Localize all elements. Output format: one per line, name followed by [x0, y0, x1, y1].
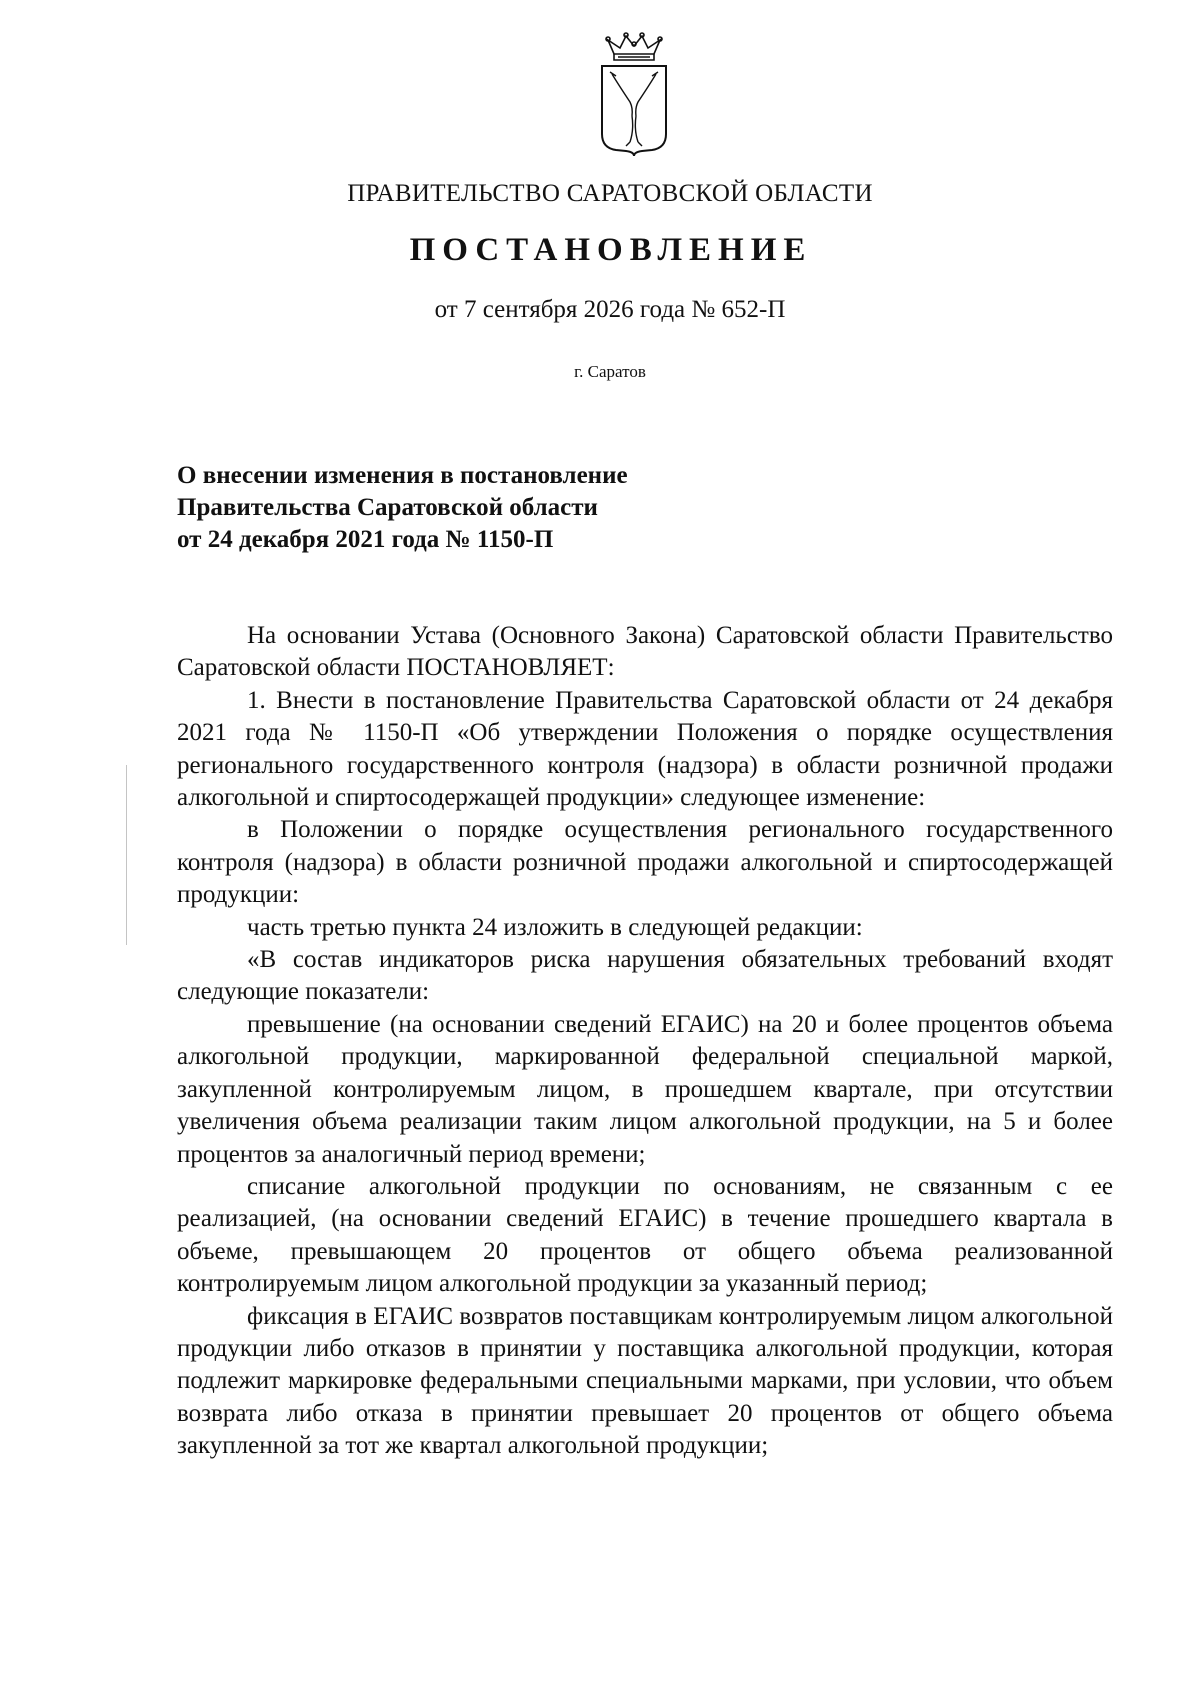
subject-line: от 24 декабря 2021 года № 1150-П	[177, 526, 554, 553]
document-subject	[177, 460, 877, 556]
document-body	[177, 620, 1113, 1463]
body-paragraph: фиксация в ЕГАИС возвратов поставщикам контролируемым лицом алкогольной продукции либо отказов в принятии у поставщика алкогольной продукции, которая подлежит маркировке федеральными специальными марками, при условии, что объем возврата либо отказа в принятии превышает 20 процентов от общего объема закупленной за тот же квартал алкогольной продукции;	[177, 1302, 1113, 1460]
body-paragraph: часть третью пункта 24 изложить в следующей редакции:	[247, 913, 863, 941]
subject-line: Правительства Саратовской области	[177, 494, 598, 521]
body-paragraph: в Положении о порядке осуществления регионального государственного контроля (надзора) в области розничной продажи алкогольной и спиртосодержащей продукции:	[177, 816, 1113, 909]
document-type-title: ПОСТАНОВЛЕНИЕ	[409, 232, 813, 268]
document-date-number: от 7 сентября 2026 года № 652-П	[434, 296, 786, 323]
body-paragraph: списание алкогольной продукции по основаниям, не связанным с ее реализацией, (на основании сведений ЕГАИС) в течение прошедшего квартала в объеме, превышающем 20 процентов от общего объема реализованной контролируемым лицом алкогольной продукции за указанный период;	[177, 1172, 1113, 1298]
document-city: г. Саратов	[574, 362, 646, 381]
government-name: ПРАВИТЕЛЬСТВО САРАТОВСКОЙ ОБЛАСТИ	[347, 180, 873, 207]
scan-artifact-line	[126, 765, 127, 945]
subject-line: О внесении изменения в постановление	[177, 462, 628, 489]
body-paragraph: превышение (на основании сведений ЕГАИС) на 20 и более процентов объема алкогольной продукции, маркированной федеральной специальной маркой, закупленной контролируемым лицом, в прошедшем квартале, при отсутствии увеличения объема реализации таким лицом алкогольной продукции, на 5 и более процентов за аналогичный период времени;	[177, 1010, 1113, 1168]
body-paragraph: 1. Внести в постановление Правительства Саратовской области от 24 декабря 2021 года № 1150-П «Об утверждении Положения о порядке осуществления регионального государственного контроля (надзора) в области розничной продажи алкогольной и спиртосодержащей продукции» следующее изменение:	[177, 686, 1113, 812]
body-paragraph: На основании Устава (Основного Закона) Саратовской области Правительство Саратовской области ПОСТАНОВЛЯЕТ:	[177, 622, 1113, 682]
body-paragraph: «В состав индикаторов риска нарушения обязательных требований входят следующие показатели:	[177, 946, 1113, 1006]
saratov-coat-of-arms-icon	[594, 30, 674, 156]
